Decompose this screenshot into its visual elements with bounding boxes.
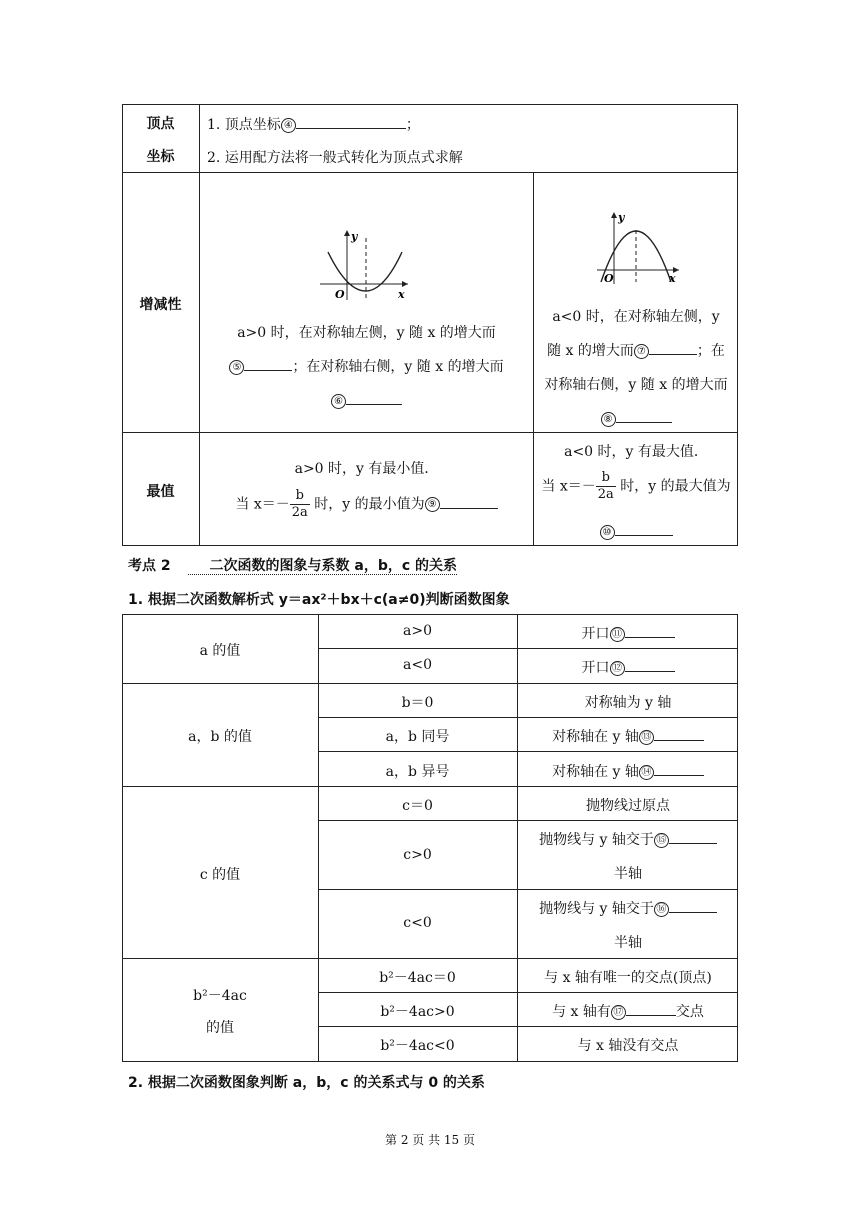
- result-text: 与 x 轴有: [552, 1004, 611, 1020]
- min-text-2a: 当 x＝－: [235, 496, 290, 513]
- max-text-1: [534, 441, 738, 461]
- result-cell: [518, 1001, 738, 1021]
- subheading-1: 1. 根据二次函数解析式 y＝ax²＋bx＋c(a≠0)判断函数图象: [128, 592, 510, 608]
- group-label-a: a 的值: [199, 643, 241, 659]
- section-number: 考点 2: [128, 558, 171, 574]
- row-divider: [318, 648, 738, 649]
- blank-number: ⑯: [654, 902, 669, 917]
- result-text: 对称轴在 y 轴: [552, 729, 639, 745]
- right-text-4: [534, 408, 738, 427]
- answer-blank[interactable]: [669, 829, 717, 844]
- left-text-3: [200, 390, 533, 409]
- result-text: 开口: [581, 626, 610, 642]
- punct: ；: [405, 117, 420, 133]
- extremum-label: 最值: [146, 484, 175, 500]
- answer-blank[interactable]: [346, 390, 402, 405]
- origin-label: O: [335, 288, 345, 301]
- result-text: 抛物线过原点: [586, 798, 670, 814]
- fraction: [596, 470, 616, 503]
- max-text-3: [534, 521, 738, 540]
- result-text: 对称轴为 y 轴: [584, 695, 672, 711]
- answer-blank[interactable]: [440, 494, 498, 509]
- origin-label: O: [604, 272, 614, 285]
- left-text-1: [200, 322, 533, 342]
- left-text-2: [200, 356, 533, 376]
- answer-blank[interactable]: [625, 623, 675, 638]
- condition-cell: b²－4ac>0: [380, 1004, 455, 1020]
- row-divider: [122, 172, 738, 173]
- group-label-ab: a，b 的值: [188, 729, 252, 745]
- right-text-3-content: 对称轴右侧，y 随 x 的增大而: [544, 377, 728, 393]
- condition-cell: b＝0: [401, 695, 434, 711]
- result-cell: [518, 761, 738, 781]
- group-divider: [122, 786, 738, 787]
- blank-number: ④: [281, 118, 296, 133]
- min-text-2b: 时，y 的最小值为: [309, 496, 425, 513]
- answer-blank[interactable]: [296, 114, 406, 129]
- result-cell: [518, 829, 738, 849]
- row-divider: [318, 751, 738, 752]
- result-cell: [518, 726, 738, 746]
- row-divider: [318, 820, 738, 821]
- answer-blank[interactable]: [615, 521, 673, 536]
- blank-number: ⑭: [639, 765, 654, 780]
- max-text-2: [534, 470, 738, 503]
- fraction-denominator: 2a: [597, 487, 614, 502]
- result-cell-suffix: 半轴: [614, 935, 642, 951]
- blank-number: ⑫: [610, 661, 625, 676]
- result-text: 抛物线与 y 轴交于: [539, 901, 654, 917]
- row-divider: [122, 432, 738, 433]
- group-label-c: c 的值: [199, 867, 241, 883]
- left-text-2-content: ；在对称轴右侧，y 随 x 的增大而: [292, 359, 504, 375]
- answer-blank[interactable]: [616, 408, 672, 423]
- vertex-label: 顶点: [146, 116, 175, 132]
- min-text-1-content: a>0 时，y 有最小值．: [294, 461, 439, 477]
- max-text-2a: 当 x＝－: [541, 478, 596, 495]
- condition-cell: a，b 同号: [385, 729, 450, 745]
- vertex-line-1-text: 1. 顶点坐标: [207, 117, 281, 133]
- y-axis-arrow: [344, 230, 350, 236]
- result-text: 抛物线与 y 轴交于: [539, 832, 654, 848]
- condition-cell: c＝0: [402, 798, 433, 814]
- result-cell: [518, 692, 738, 712]
- vertex-label: 坐标: [146, 149, 175, 165]
- condition-cell: c>0: [403, 847, 432, 863]
- y-label: y: [618, 211, 625, 224]
- max-text-2b: 时，y 的最大值为: [615, 478, 731, 495]
- right-text-1-content: a<0 时，在对称轴左侧，y: [552, 309, 720, 325]
- monotonicity-label: 增减性: [139, 297, 182, 313]
- left-text-1-content: a>0 时，在对称轴左侧，y 随 x 的增大而: [237, 325, 496, 341]
- y-label: y: [351, 230, 358, 243]
- answer-blank[interactable]: [654, 761, 704, 776]
- result-cell: [518, 967, 738, 987]
- min-text-1: [200, 458, 533, 478]
- blank-number: ⑦: [634, 344, 649, 359]
- blank-number: ⑤: [229, 360, 244, 375]
- row-divider: [318, 889, 738, 890]
- blank-number: ⑥: [331, 394, 346, 409]
- row-divider: [318, 717, 738, 718]
- blank-number: ⑬: [639, 730, 654, 745]
- column-divider: [318, 614, 319, 1062]
- row-divider: [318, 1026, 738, 1027]
- result-text: 与 x 轴有唯一的交点(顶点): [544, 970, 712, 986]
- downward-parabola-graph: [593, 208, 685, 286]
- result-cell-suffix: 半轴: [614, 866, 642, 882]
- vertex-line-2: 2. 运用配方法将一般式转化为顶点式求解: [207, 150, 463, 166]
- blank-number: ⑩: [600, 525, 615, 540]
- answer-blank[interactable]: [654, 726, 704, 741]
- condition-cell: a，b 异号: [385, 764, 450, 780]
- answer-blank[interactable]: [669, 898, 717, 913]
- fraction-denominator: 2a: [291, 505, 308, 520]
- result-text: 对称轴在 y 轴: [552, 764, 639, 780]
- fraction: [290, 488, 310, 521]
- section-heading: [128, 555, 457, 575]
- condition-cell: a>0: [403, 623, 432, 639]
- condition-cell: c<0: [403, 915, 432, 931]
- parabola-curve: [328, 252, 402, 291]
- right-text-2a: 随 x 的增大而: [547, 343, 634, 359]
- answer-blank[interactable]: [244, 356, 292, 371]
- y-axis-arrow: [611, 212, 617, 218]
- section-title: 二次函数的图象与系数 a，b，c 的关系: [188, 558, 458, 575]
- min-text-2: [200, 488, 533, 521]
- fraction-numerator: b: [290, 488, 310, 505]
- group-label-disc: b²－4ac: [193, 988, 247, 1004]
- group-divider: [122, 958, 738, 959]
- blank-number: ⑧: [601, 412, 616, 427]
- result-cell: [518, 795, 738, 815]
- vertex-line-1: [207, 114, 420, 134]
- blank-number: ⑨: [425, 497, 440, 512]
- x-label: x: [669, 272, 676, 285]
- group-label-disc-suffix: 的值: [206, 1020, 234, 1036]
- right-text-1: [534, 306, 738, 326]
- condition-cell: a<0: [403, 657, 432, 673]
- result-cell: [518, 623, 738, 643]
- max-text-1-content: a<0 时，y 有最大值．: [564, 444, 708, 460]
- blank-number: ⑰: [611, 1005, 626, 1020]
- blank-number: ⑪: [610, 627, 625, 642]
- fraction-numerator: b: [596, 470, 616, 487]
- x-label: x: [398, 288, 405, 301]
- right-text-2: [534, 340, 738, 360]
- answer-blank[interactable]: [649, 340, 697, 355]
- row-divider: [318, 992, 738, 993]
- result-text: 与 x 轴没有交点: [577, 1038, 679, 1054]
- x-axis-arrow: [402, 281, 408, 287]
- result-text: 开口: [581, 660, 610, 676]
- upward-parabola-graph: [316, 226, 412, 302]
- condition-cell: b²－4ac<0: [380, 1038, 455, 1054]
- answer-blank[interactable]: [625, 657, 675, 672]
- page-footer: 第 2 页 共 15 页: [385, 1133, 475, 1147]
- result-tail: 交点: [675, 1004, 704, 1020]
- right-text-3: [534, 374, 738, 394]
- right-text-2b: ；在: [696, 343, 725, 359]
- result-cell: [518, 898, 738, 918]
- condition-cell: b²－4ac＝0: [379, 970, 456, 986]
- result-cell: [518, 1035, 738, 1055]
- subheading-2: 2. 根据二次函数图象判断 a，b，c 的关系式与 0 的关系: [128, 1075, 485, 1091]
- result-cell: [518, 657, 738, 677]
- blank-number: ⑮: [654, 833, 669, 848]
- answer-blank[interactable]: [626, 1001, 676, 1016]
- group-divider: [122, 683, 738, 684]
